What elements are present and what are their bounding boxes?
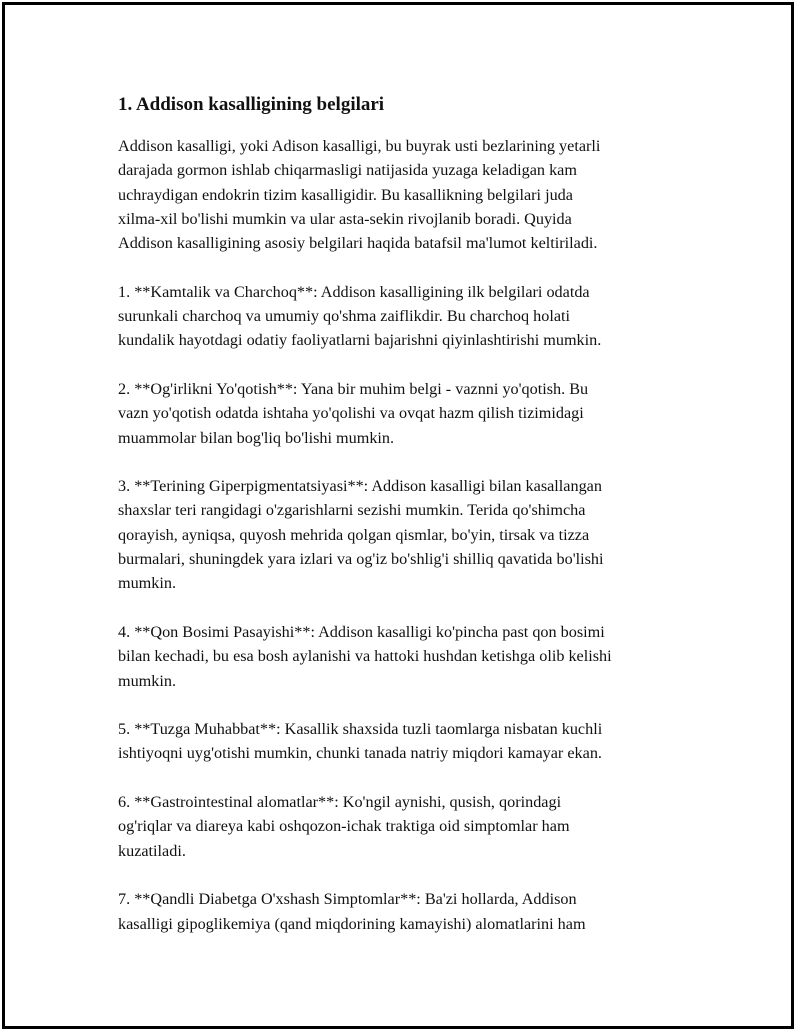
symptom-paragraph-5	[118, 717, 688, 766]
symptom-paragraph-6	[118, 790, 688, 863]
text-line: 1. **Kamtalik va Charchoq**: Addison kasalligining ilk belgilari odatda	[118, 282, 590, 301]
text-line: ishtiyoqni uyg'otishi mumkin, chunki tanada natriy miqdori kamayar ekan.	[118, 744, 602, 763]
text-line: qorayish, ayniqsa, quyosh mehrida qolgan qismlar, bo'yin, tirsak va tizza	[118, 525, 590, 544]
text-line: Addison kasalligi, yoki Adison kasalligi, bu buyrak usti bezlarining yetarli	[118, 137, 601, 155]
text-line: 7. **Qandli Diabetga O'xshash Simptomlar**: Ba'zi hollarda, Addison	[118, 890, 577, 909]
text-line: muammolar bilan bog'liq bo'lishi mumkin.	[118, 428, 395, 447]
text-line: 2. **Og'irlikni Yo'qotish**: Yana bir muhim belgi - vaznni yo'qotish. Bu	[118, 379, 589, 398]
symptom-paragraph-2	[118, 377, 688, 450]
text-line: xilma-xil bo'lishi mumkin va ular asta-sekin rivojlanib boradi. Quyida	[118, 209, 572, 228]
text-line: 6. **Gastrointestinal alomatlar**: Ko'ngil aynishi, qusish, qorindagi	[118, 793, 562, 812]
text-line: vazn yo'qotish odatda ishtaha yo'qolishi va ovqat hazm qilish tizimidagi	[118, 404, 584, 423]
text-line: bilan kechadi, bu esa bosh aylanishi va hattoki hushdan ketishga olib kelishi	[118, 647, 612, 666]
document-title: 1. Addison kasalligining belgilari	[118, 94, 385, 115]
document-body	[118, 92, 688, 960]
text-line: burmalari, shuningdek yara izlari va og'iz bo'shlig'i shilliq qavatida bo'lishi	[118, 550, 604, 569]
text-line: mumkin.	[118, 574, 177, 593]
text-line: darajada gormon ishlab chiqarmasligi natijasida yuzaga keladigan kam	[118, 161, 577, 180]
symptom-paragraph-4	[118, 620, 688, 693]
symptom-paragraph-1	[118, 280, 688, 353]
text-line: kuzatiladi.	[118, 841, 186, 860]
text-line: og'riqlar va diareya kabi oshqozon-ichak traktiga oid simptomlar ham	[118, 817, 570, 836]
text-line: kundalik hayotdagi odatiy faoliyatlarni bajarishni qiyinlashtirishi mumkin.	[118, 331, 602, 350]
text-line: shaxslar teri rangidagi o'zgarishlarni sezishi mumkin. Terida qo'shimcha	[118, 501, 586, 520]
text-line: 5. **Tuzga Muhabbat**: Kasallik shaxsida tuzli taomlarga nisbatan kuchli	[118, 720, 603, 739]
text-line: 3. **Terining Giperpigmentatsiyasi**: Addison kasalligi bilan kasallangan	[118, 477, 602, 496]
text-line: mumkin.	[118, 671, 177, 690]
intro-paragraph	[118, 134, 688, 255]
symptom-paragraph-7	[118, 887, 688, 936]
text-line: kasalligi gipoglikemiya (qand miqdorining kamayishi) alomatlarini ham	[118, 914, 586, 933]
text-line: surunkali charchoq va umumiy qo'shma zaiflikdir. Bu charchoq holati	[118, 307, 571, 326]
symptom-paragraph-3	[118, 474, 688, 595]
text-line: uchraydigan endokrin tizim kasalligidir. Bu kasallikning belgilari juda	[118, 185, 573, 204]
text-line: Addison kasalligining asosiy belgilari haqida batafsil ma'lumot keltiriladi.	[118, 234, 598, 253]
text-line: 4. **Qon Bosimi Pasayishi**: Addison kasalligi ko'pincha past qon bosimi	[118, 622, 605, 641]
